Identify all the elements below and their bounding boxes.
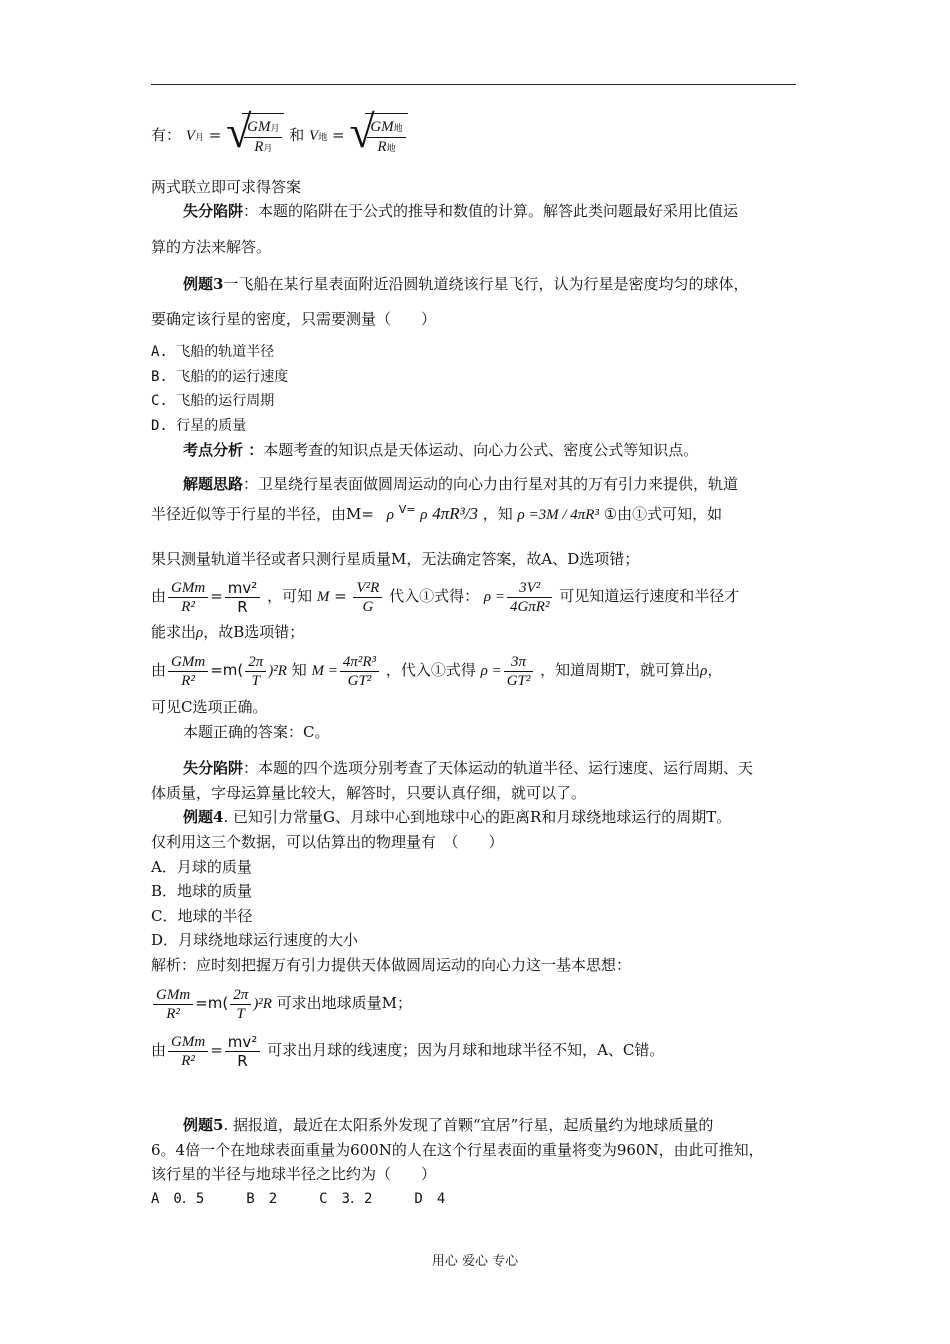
option-d: D．月球绕地球运行速度的大小: [151, 931, 359, 949]
analysis-line: 考点分析 ：本题考查的知识点是天体运动、向心力公式、密度公式等知识点。: [183, 441, 699, 459]
text-line: 体质量，字母运算量比较大，解答时，只要认真仔细，就可以了。: [151, 784, 587, 802]
density-formula-line: 半径近似等于行星的半径，由M= ρ $^{V=}$ ρ 4πR³/3 ，知 ρ =3M / 4πR³ ①由①式可知，如: [151, 503, 723, 523]
example-3-heading: 例题3一飞船在某行星表面附近沿圆轨道绕该行星飞行，认为行星是密度均匀的球体，: [183, 275, 749, 293]
example-4-heading: 例题4. 已知引力常量G、月球中心到地球中心的距离R和月球绕地球运行的周期T。: [183, 808, 732, 826]
page-footer: 用心 爱心 专心: [431, 1254, 519, 1269]
solution-heading: 解题思路：卫星绕行星表面做圆周运动的向心力由行星对其的万有引力来提供，轨道: [183, 475, 739, 493]
text-line: 该行星的半径与地球半径之比约为（ ）: [151, 1165, 437, 1183]
period-derivation-line: 由 $\frac{\text{GMm}}{\text{R²}}$ =m( $\frac{2\pi}{T}$ )²R 知 M = $\frac{\text{4π²R³}}{\text{GT²}}$ ，代入①式得 ρ = $\frac{3\pi}{\text{GT²}}$ ，知道周期T，就可算出ρ，: [151, 653, 723, 689]
sqrt-moon: √ $\frac{\text{GM月}}{\text{R月}}$: [226, 113, 284, 160]
option-b: B．地球的质量: [151, 882, 253, 900]
option-a: A. 飞船的轨道半径: [151, 344, 275, 360]
label-and: 和: [289, 126, 305, 144]
text-line: 两式联立即可求得答案: [151, 178, 302, 196]
option-d: D. 行星的质量: [151, 418, 247, 434]
text-line: 能求出ρ，故B选项错；: [151, 623, 305, 641]
option-a: A．月球的质量: [151, 858, 252, 876]
text-line: 6。4倍一个在地球表面重量为600N的人在这个行星表面的重量将变为960N，由此可推知，: [151, 1141, 764, 1159]
v-earth: V地: [309, 128, 328, 144]
option-b: B. 飞船的的运行速度: [151, 369, 289, 385]
answer-options: A 0．5 B 2 C 3．2 D 4: [151, 1191, 446, 1207]
example-5-heading: 例题5. 据报道，最近在太阳系外发现了首颗“宜居”行星，起质量约为地球质量的: [183, 1116, 714, 1134]
text-line: 算的方法来解答。: [151, 238, 272, 256]
sqrt-earth: √ $\frac{\text{GM地}}{\text{R地}}$: [349, 113, 407, 160]
text-line: 果只测量轨道半径或者只测行星质量M，无法确定答案，故A、D选项错；: [151, 550, 640, 568]
velocity-derivation-line: 由 $\frac{\text{GMm}}{\text{R²}}$ = $\frac{\text{mv²}}{R}$ ，可知 M = $\frac{\text{V²R}}{G}$ 代入①式得： ρ = $\frac{\text{3V²}}{\text{4GπR²}}$ 可见知道运行速度和半径才: [151, 578, 740, 616]
pitfall-paragraph: 失分陷阱：本题的四个选项分别考查了天体运动的轨道半径、运行速度、运行周期、天: [183, 759, 754, 777]
option-c: C. 飞船的运行周期: [151, 393, 275, 409]
mass-formula-line: $\frac{\text{GMm}}{\text{R²}}$ =m( $\frac{2\pi}{T}$ )²R 可求出地球质量M；: [151, 983, 412, 1024]
velocity-formulas: 有： V月 = √ $\frac{\text{GM月}}{\text{R月}}$ 和 V地 = √ $\frac{\text{GM地}}{\text{R地}}$: [151, 112, 408, 160]
text-line: 仅利用这三个数据，可以估算出的物理量有 （ ）: [151, 833, 504, 851]
v-moon: V月: [185, 128, 204, 144]
option-c: C．地球的半径: [151, 907, 253, 925]
label-you: 有：: [151, 126, 182, 144]
speed-formula-line: 由 $\frac{\text{GMm}}{\text{R²}}$ = $\frac{\text{mv²}}{R}$ 可求出月球的线速度；因为月球和地球半径不知，A、C错。: [151, 1032, 665, 1070]
text-line: 可见C选项正确。: [151, 698, 268, 716]
analysis-text: 解析：应时刻把握万有引力提供天体做圆周运动的向心力这一基本思想：: [151, 956, 632, 974]
header-rule: [151, 84, 796, 85]
answer-line: 本题正确的答案：C。: [183, 723, 330, 741]
text-line: 要确定该行星的密度，只需要测量（ ）: [151, 310, 437, 328]
pitfall-paragraph: 失分陷阱：本题的陷阱在于公式的推导和数值的计算。解答此类问题最好采用比值运: [183, 202, 739, 220]
